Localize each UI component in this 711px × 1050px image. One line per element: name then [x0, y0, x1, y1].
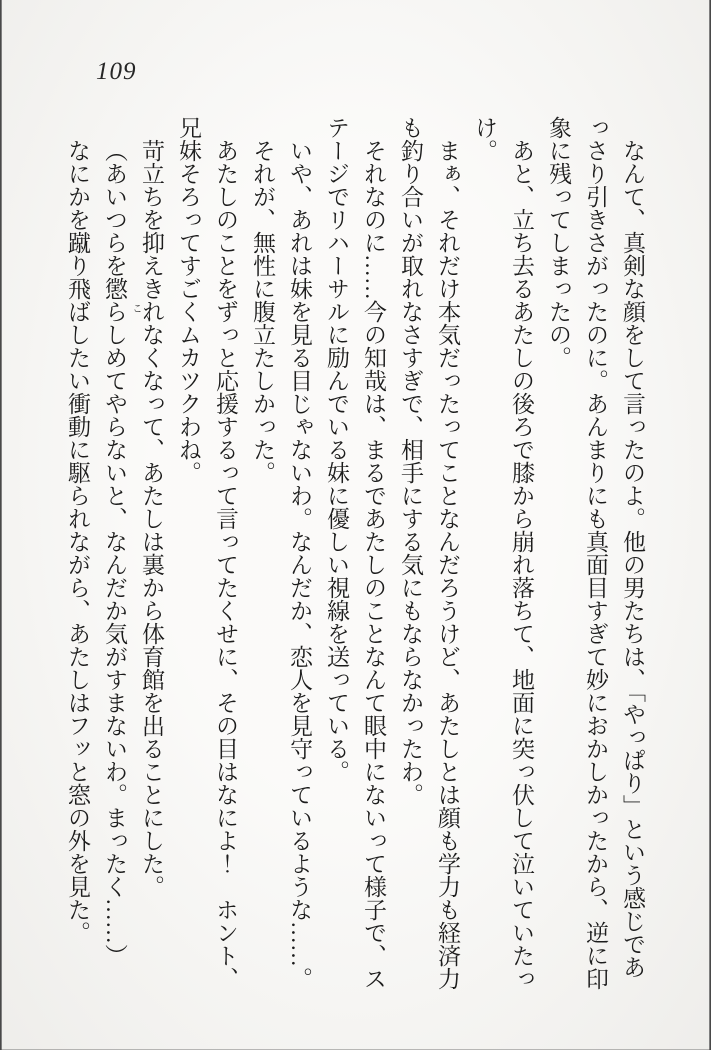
- ruby-base: [102, 277, 141, 313]
- novel-paragraph: それなのに……今の知哉は、まるであたしのことなんて眼中にないって様子で、ステージでリハーサルに励んでいる妹に優しい視線を送っている。: [324, 116, 386, 990]
- scan-edge-left: [0, 0, 2, 1050]
- novel-paragraph: あたしのことをずっと応援するって言ってたくせに、その目はなによ！ ホント、兄妹そろってすごくムカツクわね。: [176, 116, 238, 990]
- novel-paragraph: なんて、真剣な顔をして言ったのよ。他の男たちは、「やっぱり」という感じであっさり引きさがったのに。あんまりにも真面目すぎて妙におかしかったから、逆に印象に残ってしまったの。: [546, 116, 645, 990]
- novel-paragraph: いや、あれは妹を見る目じゃないわ。なんだか、恋人を見守っているような……。: [287, 139, 312, 990]
- page-number: 109: [96, 58, 137, 85]
- novel-paragraph: それが、無性に腹立たしかった。: [250, 139, 275, 484]
- paragraph-text-pre: （あいつらを: [102, 139, 127, 277]
- novel-paragraph: あと、立ち去るあたしの後ろで膝から崩れ落ちて、地面に突っ伏して泣いていたっけ。: [472, 116, 534, 990]
- novel-paragraph: まぁ、それだけ本気だったってことなんだろうけど、あたしとは顔も学力も経済力も釣り合いが取れなさすぎで、相手にする気にもならなかったわ。: [398, 116, 460, 990]
- novel-paragraph: なにかを蹴り飛ばしたい衝動に駆られながら、あたしはフッと窓の外を見た。: [65, 139, 90, 944]
- novel-text-block: [57, 116, 651, 998]
- novel-paragraph: 苛立ちを抑えきれなくなって、あたしは裏から体育館を出ることにした。: [139, 139, 164, 898]
- ruby-base-char: 懲: [102, 277, 127, 300]
- furigana: こ: [130, 303, 141, 313]
- novel-paragraph: [96, 116, 141, 998]
- paragraph-text-post: らしめてやらないと、なんだか気がすまないわ。まったく……）: [102, 300, 127, 967]
